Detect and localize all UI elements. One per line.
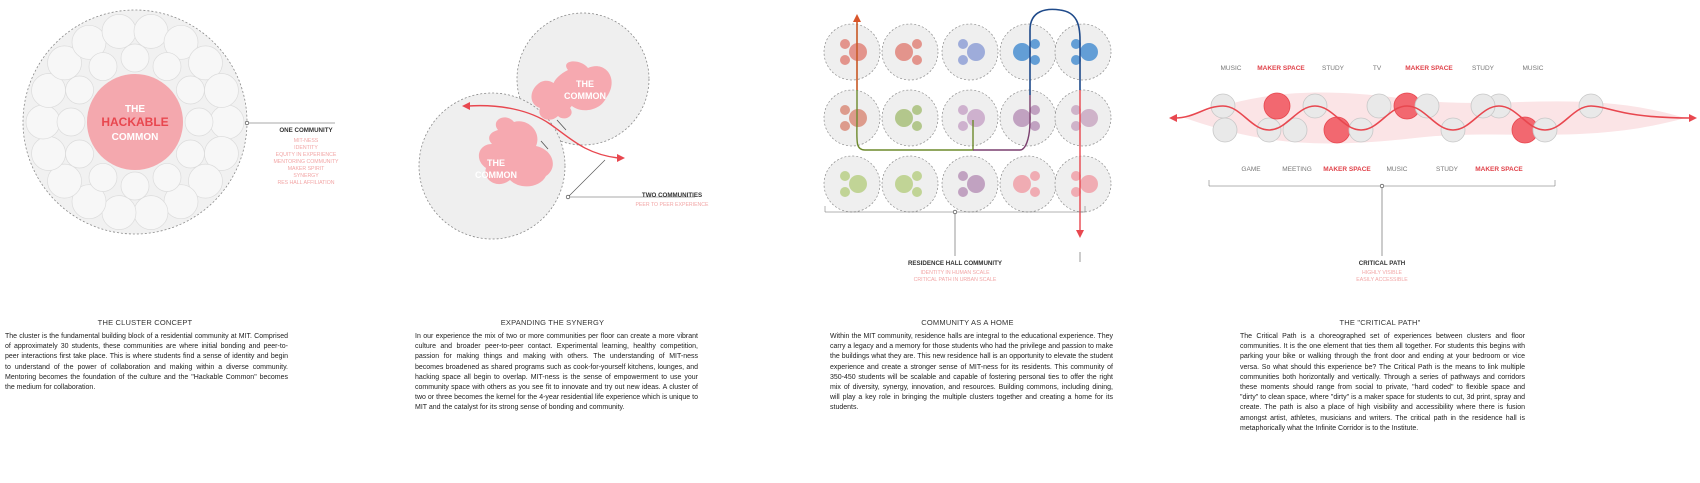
path-tag: GAME [1241, 166, 1261, 173]
room-circle [134, 14, 168, 48]
cluster-common [1013, 109, 1031, 127]
cluster-common-lobe [840, 105, 850, 115]
callout-node [245, 121, 249, 125]
cluster-common-lobe [1030, 105, 1040, 115]
cluster-common-lobe [840, 39, 850, 49]
room-circle [102, 14, 136, 48]
path-tag: MUSIC [1386, 166, 1408, 173]
cluster-common-lobe [912, 121, 922, 131]
room-circle [153, 163, 181, 191]
cluster-common-lobe [1030, 121, 1040, 131]
arrow-head-left [1169, 114, 1177, 122]
cluster-common [895, 175, 913, 193]
cluster-common-lobe [1030, 171, 1040, 181]
cluster-common-lobe [912, 187, 922, 197]
cluster-common [967, 109, 985, 127]
panel-title: EXPANDING THE SYNERGY [500, 318, 605, 327]
callout-item: PEER TO PEER EXPERIENCE [635, 202, 709, 208]
room-circle [176, 76, 204, 104]
cluster-common [1013, 175, 1031, 193]
synergy-diagram [410, 0, 835, 300]
callout-item: HIGHLY VISIBLE [1362, 270, 1402, 276]
callout-node [953, 210, 957, 214]
callout-node [566, 195, 570, 199]
callout-item: MIT-NESS [293, 138, 319, 144]
cluster-common [1080, 109, 1098, 127]
panel-body: Within the MIT community, residence halls are integral to the educational experience. They carry a legacy and a memory for those students who had the privilege and passion to make the buildings what they are. This new residence hall is an opportunity to elevate the student experience and create a stronger sense of MIT-ness for its residents. This community of 350-450 students will be scalable and capable of fostering personal ties to offer the right mix of diversity, synergy, innovation, and resources. Building commons, including dining, will play a key role in bringing the multiple clusters together and creating a home for its students. [830, 333, 1113, 412]
arrow-head-up [853, 14, 861, 22]
callout-title: RESIDENCE HALL COMMUNITY [907, 260, 1003, 267]
callout-node [1380, 184, 1384, 188]
cluster-common-lobe [1030, 187, 1040, 197]
cluster-common [895, 43, 913, 61]
cluster-common-lobe [958, 55, 968, 65]
room-circle [121, 172, 149, 200]
cluster-common [1080, 43, 1098, 61]
panel-body: The Critical Path is a choreographed set of experiences between clusters and floor communities. It is the one element that ties them all together. For students this begins with parking your bike or walking through the front door and ending at your bedroom or vice versa. So what should this experience be? The Critical Path is the means to link multiple communities both horizontally and vertically. Through a series of pathways and corridors these moments should range from social to private, "hard coded" to flexible space and "dirty" to clean space, where "dirty" is a maker space for students to cut, 3d print, spray and create. The path is also a place of high visibility and accessibility where there is fusion amongst artist, athletes, musicians and writers. The critical path in the residence hall is metaphorically what the Infinite Corridor is to the Institute. [1240, 333, 1525, 432]
critical-path-diagram [1165, 0, 1700, 300]
room-circle [89, 53, 117, 81]
room-circle [66, 76, 94, 104]
cluster-common-lobe [958, 171, 968, 181]
program-node [1213, 118, 1237, 142]
arrow-head-right [617, 154, 625, 162]
callout-leader-diag [568, 160, 605, 197]
arrow-head-down [1076, 230, 1084, 238]
cluster-common [1080, 175, 1098, 193]
room-circle [210, 105, 244, 139]
path-tag: MUSIC [1522, 65, 1544, 72]
callout-title: TWO COMMUNITIES [641, 192, 703, 199]
room-circle [102, 196, 136, 230]
room-circle [121, 44, 149, 72]
cluster-diagram [0, 0, 425, 300]
callout-item: MAKER SPIRIT [287, 166, 325, 172]
panel-critical-path [1165, 0, 1700, 483]
callout-title: ONE COMMUNITY [279, 127, 333, 134]
callout-item: EQUITY IN EXPERIENCE [275, 152, 337, 158]
callout-item: SYNERGY [293, 173, 319, 179]
panel-title: COMMUNITY AS A HOME [921, 318, 1014, 327]
cluster-common-lobe [840, 171, 850, 181]
path-tag: MAKER SPACE [1405, 65, 1453, 72]
path-tag: MAKER SPACE [1323, 166, 1371, 173]
cluster-common-lobe [840, 187, 850, 197]
room-circle [66, 140, 94, 168]
room-circle [89, 163, 117, 191]
room-circle [185, 108, 213, 136]
panel-cluster-concept [0, 0, 425, 483]
center-label-3: COMMON [111, 132, 159, 143]
room-circle [32, 136, 66, 170]
panel-body: In our experience the mix of two or more communities per floor can create a more vibrant culture and broader peer-to-peer contact. Experimental learning, healthy competition, passion for making things and making with others. The understanding of MIT-ness becomes broadened as shared programs such as cook-for-yourself kitchens, lounges, and hacking space all begin to overlap. MIT-ness is the sense of empowerment to use your community space with others as you see fit to innovate and try out new ideas. A cluster of two or three becomes the kernel for the 4-year residential life experience which is unique to MIT and the catalyst for its strong sense of bonding and community. [415, 333, 698, 412]
path-tag: MAKER SPACE [1257, 65, 1305, 72]
room-circle [134, 196, 168, 230]
cluster-common-lobe [958, 187, 968, 197]
cluster-common-lobe [958, 39, 968, 49]
center-label-1: THE [125, 104, 145, 115]
maker-space-node [1264, 93, 1290, 119]
cluster-common [1013, 43, 1031, 61]
cluster-grid [824, 24, 1111, 212]
cluster-common-lobe [912, 55, 922, 65]
callout-item: CRITICAL PATH IN URBAN SCALE [913, 277, 997, 283]
cluster-common-lobe [840, 55, 850, 65]
cluster-common-lobe [1030, 39, 1040, 49]
center-label-2: HACKABLE [101, 115, 169, 129]
common-label-upper-1: THE [576, 79, 594, 89]
panel-title: THE "CRITICAL PATH" [1339, 318, 1421, 327]
callout-title: CRITICAL PATH [1358, 260, 1406, 267]
cluster-common-lobe [840, 121, 850, 131]
cluster-common-lobe [958, 121, 968, 131]
callout-item: RES HALL AFFILIATION [277, 180, 335, 186]
common-label-lower-1: THE [487, 158, 505, 168]
program-node [1471, 94, 1495, 118]
cluster-common [967, 43, 985, 61]
cluster-common-lobe [958, 105, 968, 115]
path-tag: STUDY [1321, 65, 1345, 72]
cluster-common-lobe [912, 171, 922, 181]
common-label-lower-2: COMMON [475, 170, 517, 180]
cluster-common [849, 109, 867, 127]
room-circle [153, 53, 181, 81]
bottom-tags [1241, 166, 1523, 173]
panel-body: The cluster is the fundamental building block of a residential community at MIT. Comprised of approximately 30 students, these communities are where initial bonding and peer-to-peer interactions first take place. This is where students find a sense of identity and begin to understand of the power of collaboration and making within a diverse community. Mentoring becomes the foundation of the culture and the "Hackable Common" becomes the medium for collaboration. [5, 333, 288, 392]
cluster-common [967, 175, 985, 193]
room-circle [204, 74, 238, 108]
callout-item: MENTORING COMMUNITY [273, 159, 339, 165]
path-tag: MAKER SPACE [1475, 166, 1523, 173]
path-tag: STUDY [1435, 166, 1459, 173]
arrow-head-right [1689, 114, 1697, 122]
panel-expanding-synergy [410, 0, 835, 483]
maker-space-node [1324, 117, 1350, 143]
room-circle [26, 105, 60, 139]
path-tag: TV [1372, 65, 1382, 72]
program-node [1415, 94, 1439, 118]
callout-item: IDENTITY IN HUMAN SCALE [920, 270, 990, 276]
path-tag: MUSIC [1220, 65, 1242, 72]
callout-item: EASILY ACCESSIBLE [1356, 277, 1408, 283]
cluster-common [849, 43, 867, 61]
cluster-common-lobe [912, 105, 922, 115]
callout-items [273, 138, 339, 186]
path-tag: STUDY [1471, 65, 1495, 72]
path-tag: MEETING [1282, 166, 1312, 173]
panel-title: THE CLUSTER CONCEPT [97, 318, 193, 327]
top-tags [1221, 65, 1544, 72]
room-circle [176, 140, 204, 168]
common-label-upper-2: COMMON [564, 91, 606, 101]
cluster-common [895, 109, 913, 127]
callout-item: IDENTITY [294, 145, 318, 151]
cluster-common-lobe [912, 39, 922, 49]
cluster-common [849, 175, 867, 193]
room-circle [57, 108, 85, 136]
cluster-common-lobe [1030, 55, 1040, 65]
